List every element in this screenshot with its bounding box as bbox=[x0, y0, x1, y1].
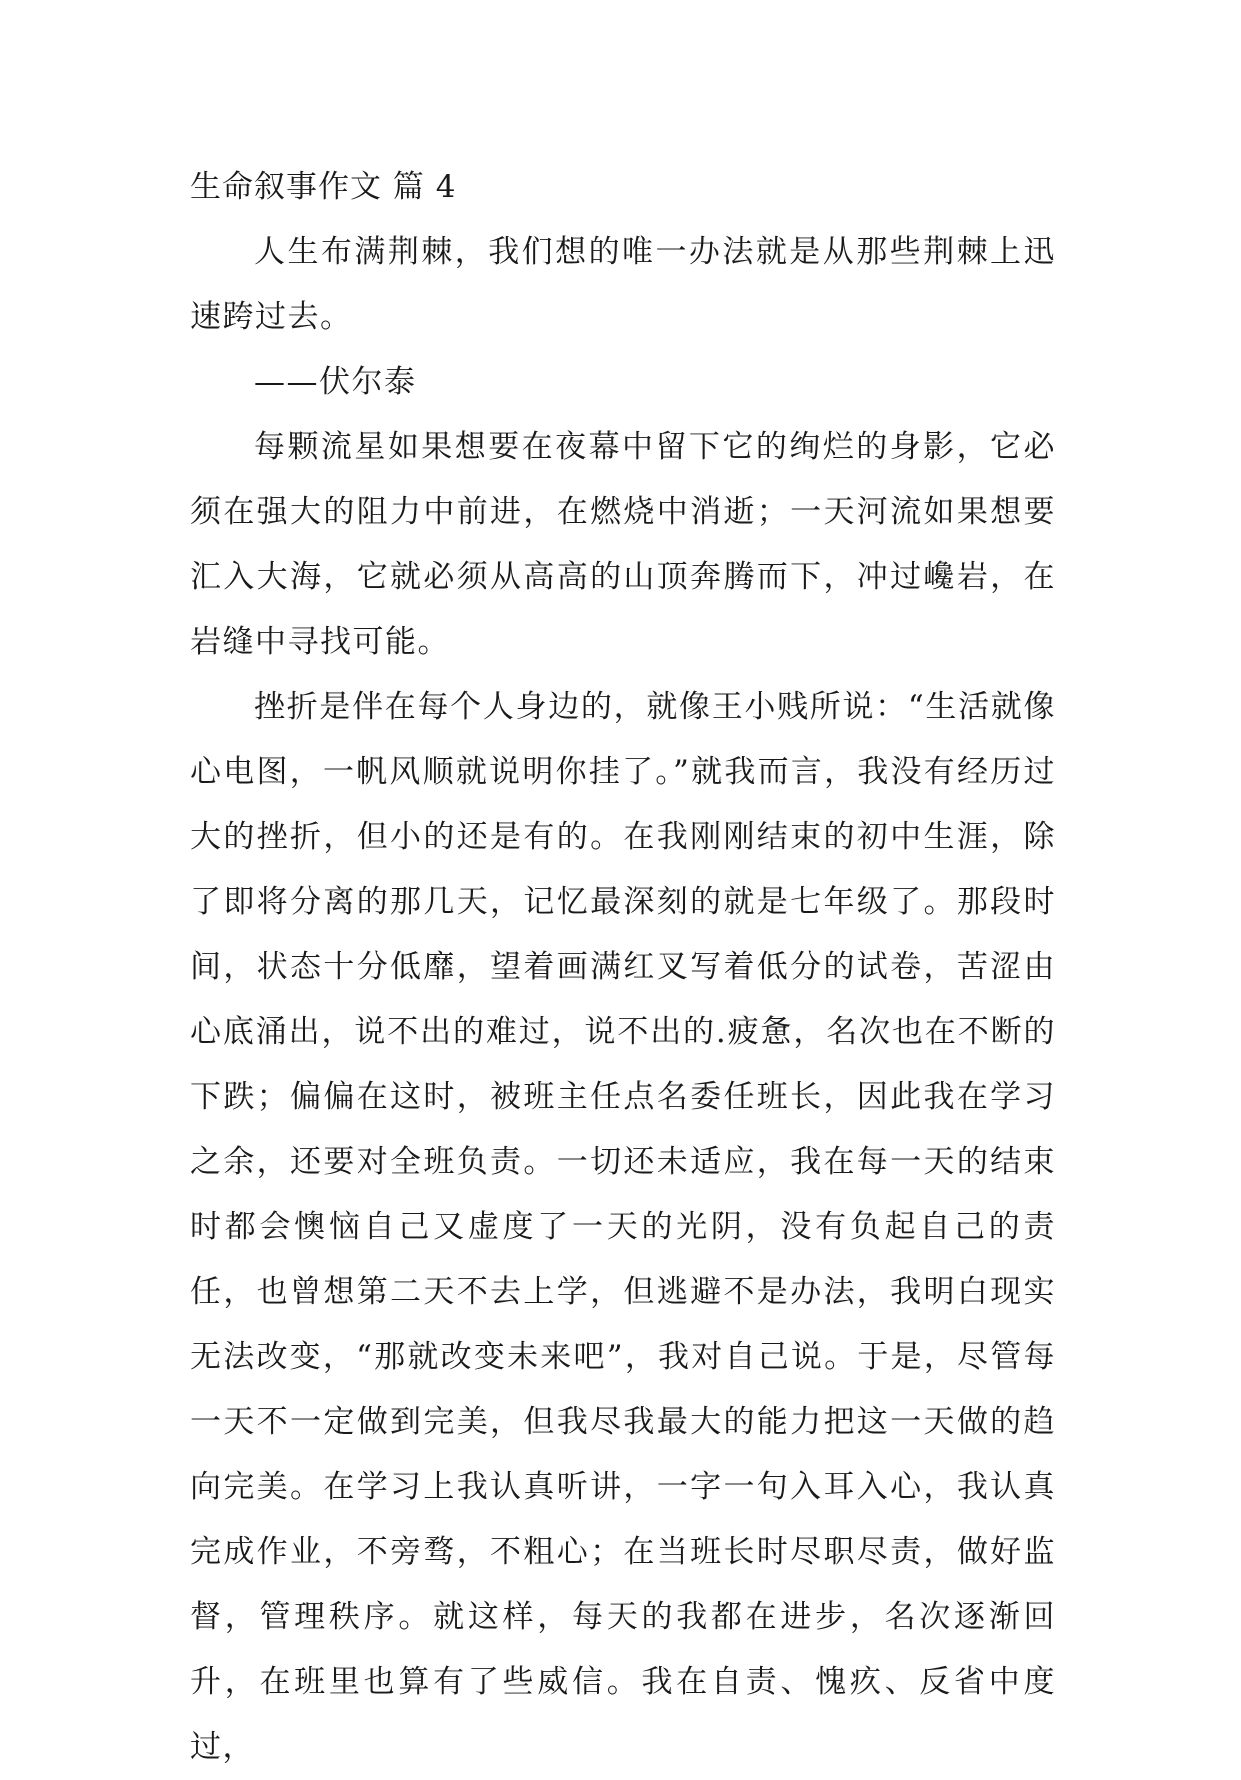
essay-title: 生命叙事作文 篇 4 bbox=[190, 169, 457, 205]
quote-attribution: ——伏尔泰 bbox=[254, 364, 417, 400]
text-column bbox=[190, 155, 1056, 1780]
paragraph-setback: 挫折是伴在每个人身边的，就像王小贱所说：“生活就像心电图，一帆风顺就说明你挂了。”就我而言，我没有经历过大的挫折，但小的还是有的。在我刚刚结束的初中生涯，除了即将分离的那几天，记忆最深刻的就是七年级了。那段时间，状态十分低靡，望着画满红叉写着低分的试卷，苦涩由心底涌出，说不出的难过，说不出的.疲惫，名次也在不断的下跌；偏偏在这时，被班主任点名委任班长，因此我在学习之余，还要对全班负责。一切还未适应，我在每一天的结束时都会懊恼自己又虚度了一天的光阴，没有负起自己的责任，也曾想第二天不去上学，但逃避不是办法，我明白现实无法改变，“那就改变未来吧”，我对自己说。于是，尽管每一天不一定做到完美，但我尽我最大的能力把这一天做的趋向完美。在学习上我认真听讲，一字一句入耳入心，我认真完成作业，不旁骛，不粗心；在当班长时尽职尽责，做好监督，管理秩序。就这样，每天的我都在进步，名次逐渐回升，在班里也算有了些威信。我在自责、愧疚、反省中度过， bbox=[190, 689, 1056, 1765]
paragraph-meteor: 每颗流星如果想要在夜幕中留下它的绚烂的身影，它必须在强大的阻力中前进，在燃烧中消逝；一天河流如果想要汇入大海，它就必须从高高的山顶奔腾而下，冲过巉岩，在岩缝中寻找可能。 bbox=[190, 429, 1056, 660]
opening-quote: 人生布满荆棘，我们想的唯一办法就是从那些荆棘上迅速跨过去。 bbox=[190, 234, 1056, 335]
